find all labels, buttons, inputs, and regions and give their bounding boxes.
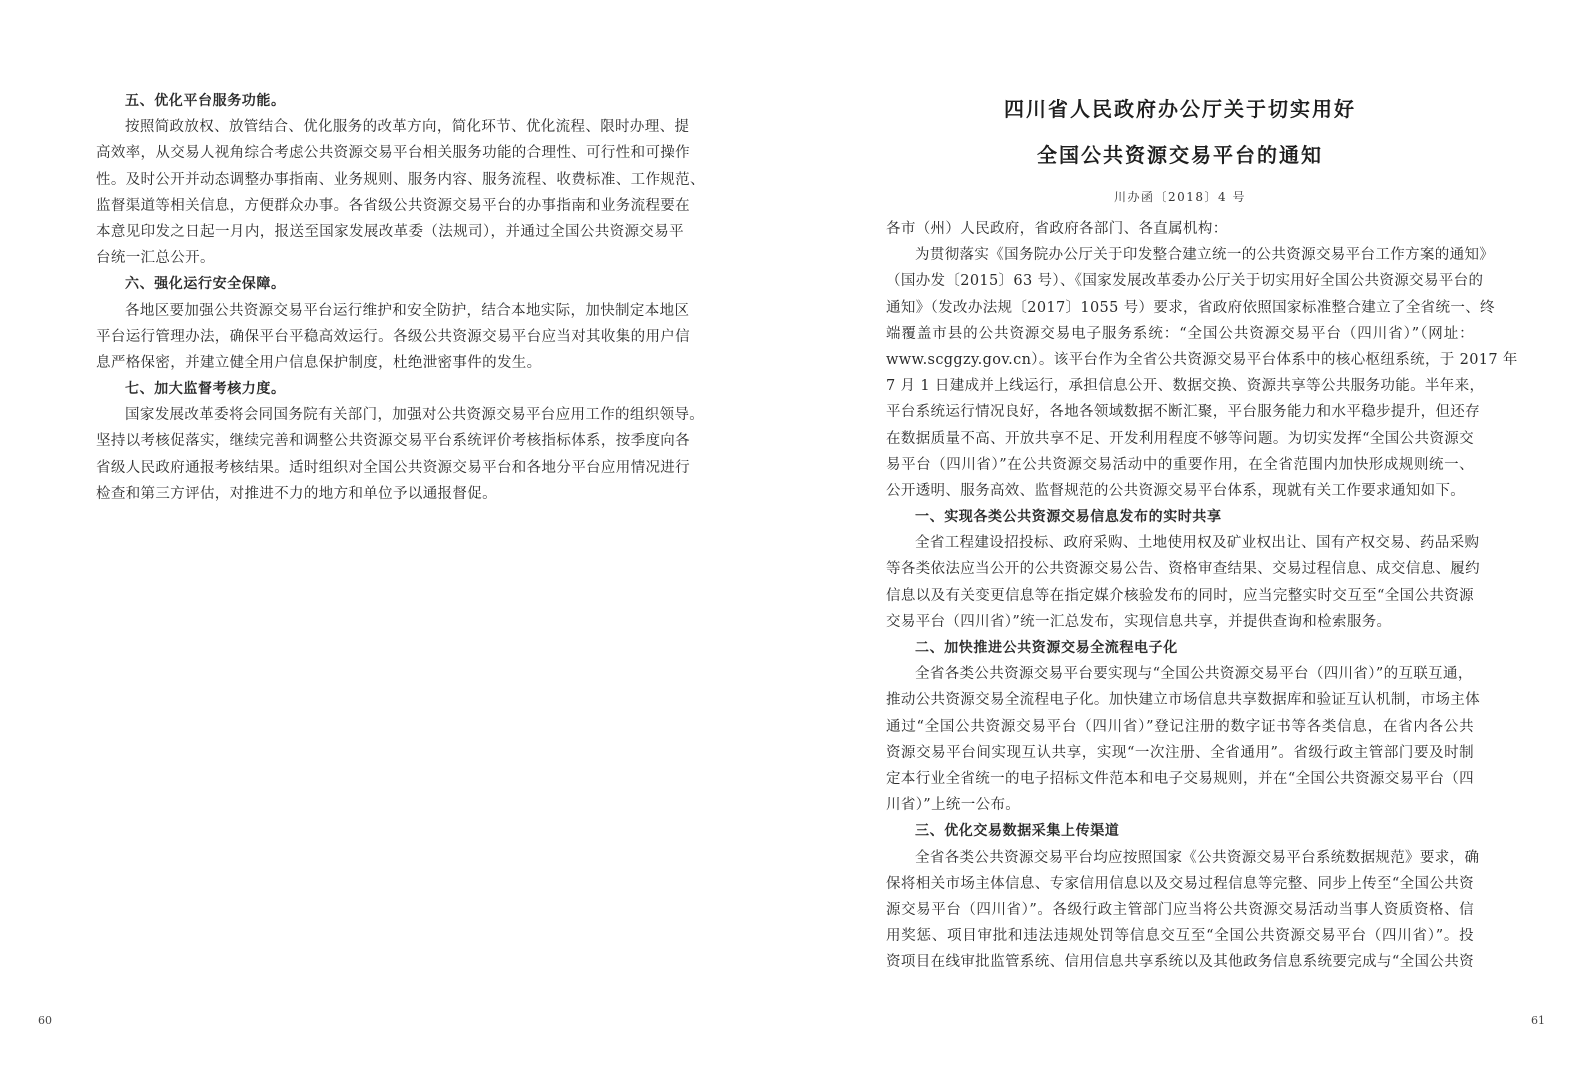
text-line: 息严格保密，并建立健全用户信息保护制度，杜绝泄密事件的发生。	[96, 354, 542, 371]
text-line: 全省各类公共资源交易平台要实现与“全国公共资源交易平台（四川省）”的互联互通，	[915, 666, 1473, 683]
text-line: 平台系统运行情况良好，各地各领域数据不断汇聚，平台服务能力和水平稳步提升，但还存	[886, 404, 1480, 421]
text-line: 端覆盖市县的公共资源交易电子服务系统：“全国公共资源交易平台（四川省）”（网址：	[886, 325, 1474, 342]
section-heading: 二、加快推进公共资源交易全流程电子化	[915, 640, 1178, 656]
text-line: 台统一汇总公开。	[96, 250, 215, 267]
text-line: 通过“全国公共资源交易平台（四川省）”登记注册的数字证书等各类信息，在省内各公共	[886, 718, 1474, 735]
left-page	[0, 0, 793, 1077]
text-line: 省级人民政府通报考核结果。适时组织对全国公共资源交易平台和各地分平台应用情况进行	[96, 459, 690, 476]
text-line: 信息以及有关变更信息等在指定媒介核验发布的同时，应当完整实时交互至“全国公共资源	[886, 587, 1474, 604]
text-line: 定本行业全省统一的电子招标文件范本和电子交易规则，并在“全国公共资源交易平台（四	[886, 770, 1474, 787]
text-line: 全省各类公共资源交易平台均应按照国家《公共资源交易平台系统数据规范》要求，确	[915, 849, 1480, 866]
text-line: 在数据质量不高、开放共享不足、开发利用程度不够等问题。为切实发挥“全国公共资源交	[886, 430, 1474, 447]
text-line: 为贯彻落实《国务院办公厅关于印发整合建立统一的公共资源交易平台工作方案的通知》	[915, 247, 1495, 264]
text-line: 按照简政放权、放管结合、优化服务的改革方向，简化环节、优化流程、限时办理、提	[125, 119, 690, 136]
section-heading: 六、强化运行安全保障。	[125, 276, 286, 293]
text-line: 保将相关市场主体信息、专家信用信息以及交易过程信息等完整、同步上传至“全国公共资	[886, 875, 1474, 892]
document-title-line-2: 全国公共资源交易平台的通知	[1037, 143, 1323, 167]
text-line: 平台运行管理办法，确保平台平稳高效运行。各级公共资源交易平台应当对其收集的用户信	[96, 328, 690, 345]
text-line: 推动公共资源交易全流程电子化。加快建立市场信息共享数据库和验证互认机制，市场主体	[886, 692, 1480, 709]
section-heading: 一、实现各类公共资源交易信息发布的实时共享	[915, 509, 1222, 526]
text-line: 国家发展改革委将会同国务院有关部门，加强对公共资源交易平台应用工作的组织领导。	[125, 407, 705, 424]
section-heading: 五、优化平台服务功能。	[125, 93, 286, 109]
text-line: 本意见印发之日起一月内，报送至国家发展改革委（法规司），并通过全国公共资源交易平	[96, 223, 684, 240]
section-heading: 七、加大监督考核力度。	[125, 381, 286, 398]
text-line: 监督渠道等相关信息，方便群众办事。各省级公共资源交易平台的办事指南和业务流程要在	[96, 197, 690, 214]
left-page-body	[96, 88, 705, 507]
text-line: 高效率，从交易人视角综合考虑公共资源交易平台相关服务功能的合理性、可行性和可操作	[96, 145, 690, 162]
text-line: 易平台（四川省）”在公共资源交易活动中的重要作用，在全省范围内加快形成规则统一、	[886, 456, 1474, 473]
text-line: 川省）”上统一公布。	[886, 797, 1021, 814]
text-line: 公开透明、服务高效、监督规范的公共资源交易平台体系，现就有关工作要求通知如下。	[886, 482, 1466, 499]
right-page-body	[886, 88, 1518, 975]
text-line: 各地区要加强公共资源交易平台运行维护和安全防护，结合本地实际，加快制定本地区	[125, 302, 690, 319]
text-line: www.scggzy.gov.cn）。该平台作为全省公共资源交易平台体系中的核心枢纽系统，于 2017 年	[886, 351, 1518, 368]
right-page-number: 61	[1531, 1014, 1545, 1027]
document-number: 川办函〔2018〕4 号	[1114, 190, 1246, 204]
text-line: 通知》（发改办法规〔2017〕1055 号）要求，省政府依照国家标准整合建立了全省统一、终	[886, 299, 1495, 316]
text-line: 坚持以考核促落实，继续完善和调整公共资源交易平台系统评价考核指标体系，按季度向各	[96, 433, 690, 450]
section-heading: 三、优化交易数据采集上传渠道	[915, 823, 1120, 840]
document-title-line-1: 四川省人民政府办公厅关于切实用好	[1004, 97, 1356, 121]
text-line: （国办发〔2015〕63 号）、《国家发展改革委办公厅关于切实用好全国公共资源交易平台的	[886, 273, 1484, 290]
text-line: 性。及时公开并动态调整办事指南、业务规则、服务内容、服务流程、收费标准、工作规范、	[96, 171, 705, 188]
text-line: 检查和第三方评估，对推进不力的地方和单位予以通报督促。	[96, 485, 497, 502]
text-line: 资源交易平台间实现互认共享，实现“一次注册、全省通用”。省级行政主管部门要及时制	[886, 744, 1474, 761]
text-line: 各市（州）人民政府，省政府各部门、各直属机构：	[886, 221, 1228, 237]
text-line: 资项目在线审批监管系统、信用信息共享系统以及其他政务信息系统要完成与“全国公共资	[886, 954, 1474, 971]
left-page-number: 60	[38, 1014, 52, 1027]
text-line: 源交易平台（四川省）”。各级行政主管部门应当将公共资源交易活动当事人资质资格、信	[886, 901, 1474, 918]
text-line: 全省工程建设招投标、政府采购、土地使用权及矿业权出让、国有产权交易、药品采购	[915, 535, 1480, 552]
text-line: 等各类依法应当公开的公共资源交易公告、资格审查结果、交易过程信息、成交信息、履约	[886, 561, 1480, 578]
text-line: 7 月 1 日建成并上线运行，承担信息公开、数据交换、资源共享等公共服务功能。半年来，	[886, 378, 1485, 395]
right-page-text	[886, 216, 1518, 975]
text-line: 用奖惩、项目审批和违法违规处罚等信息交互至“全国公共资源交易平台（四川省）”。投	[886, 928, 1474, 945]
text-line: 交易平台（四川省）”统一汇总发布，实现信息共享，并提供查询和检索服务。	[886, 613, 1392, 630]
right-page	[794, 0, 1587, 1077]
